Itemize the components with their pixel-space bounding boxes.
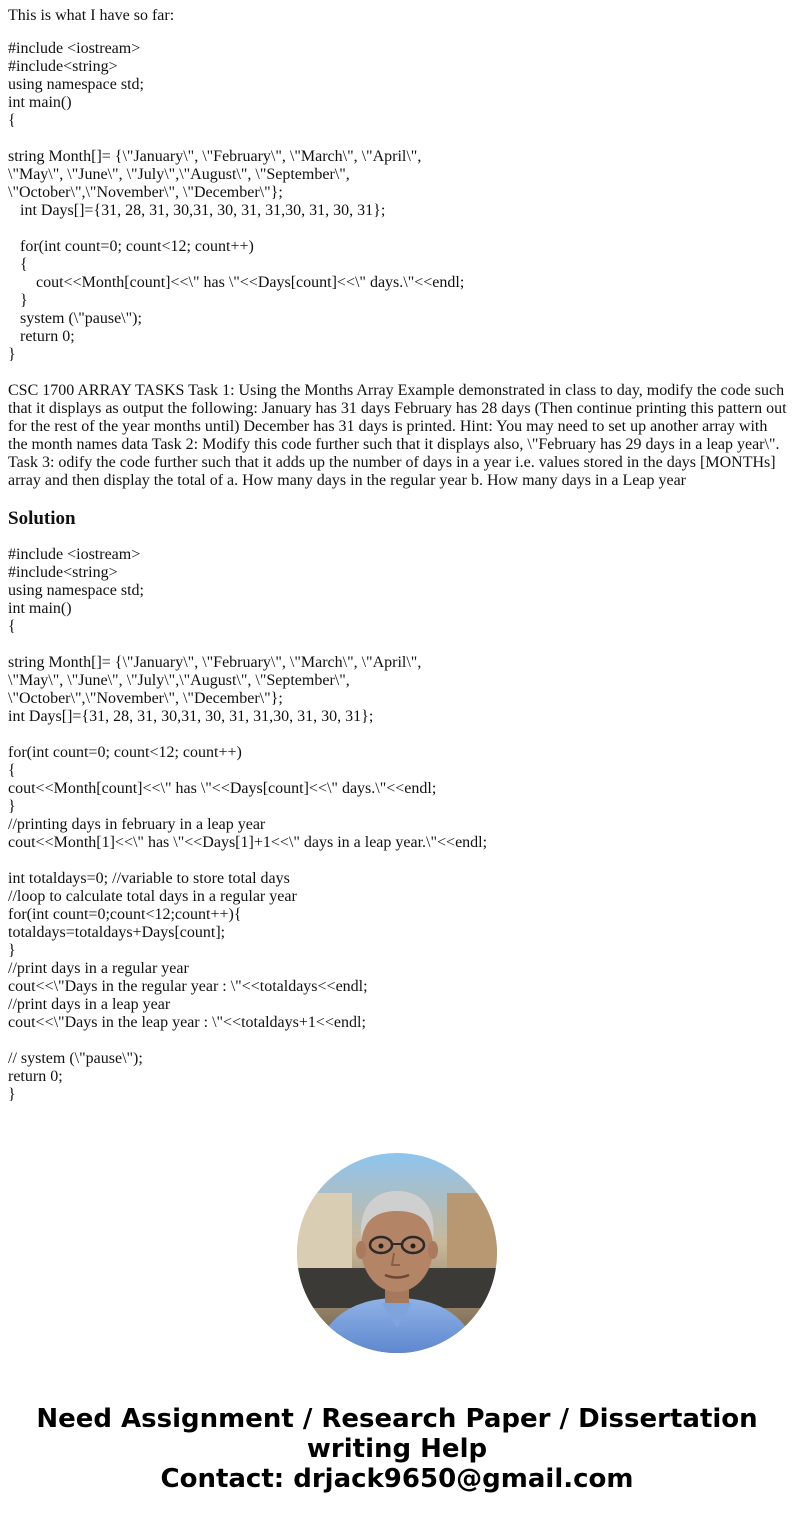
author-photo-illustration [297,1153,497,1353]
solution-heading: Solution [8,508,76,529]
author-avatar [297,1153,497,1353]
promo-banner [0,1404,794,1494]
document-body [8,0,788,1104]
question-code-block: #include <iostream> #include<string> using namespace std; int main() { string Month[]= {\"January\", \"February\", \"March\", \"April\", \"May\", \"June\", \"July\",\"August\", \"September\", \"October\",\"November\", \"December\"}; int Days[]={31, 28, 31, 30,31, 30, 31, 31,30, 31, 30, 31}; for(int count=0; count<12; count++) { cout<<Month[count]<<\" has \"<<Days[count]<<\" days.\"<<endl; } system (\"pause\"); return 0; } [8,40,465,363]
promo-line-2: writing Help [306,1434,488,1464]
task-description: CSC 1700 ARRAY TASKS Task 1: Using the Months Array Example demonstrated in class to day, modify the code such that it displays as output the following: January has 31 days February has 28 days (Then continue printing this pattern out for the rest of the year months until) December has 31 days is printed. Hint: You may need to set up another array with the month names data Task 2: Modify this code further such that it displays also, \"February has 29 days in a leap year\". Task 3: odify the code further such that it adds up the number of days in a year i.e. values stored in the days [MONTHs] array and then display the total of a. How many days in the regular year b. How many days in a Leap year [8,382,787,489]
promo-line-1: Need Assignment / Research Paper / Dissertation [36,1404,758,1434]
promo-contact: Contact: drjack9650@gmail.com [160,1464,634,1494]
solution-code-block: #include <iostream> #include<string> using namespace std; int main() { string Month[]= {\"January\", \"February\", \"March\", \"April\", \"May\", \"June\", \"July\",\"August\", \"September\", \"October\",\"November\", \"December\"}; int Days[]={31, 28, 31, 30,31, 30, 31, 31,30, 31, 30, 31}; for(int count=0; count<12; count++) { cout<<Month[count]<<\" has \"<<Days[count]<<\" days.\"<<endl; } //printing days in february in a leap year cout<<Month[1]<<\" has \"<<Days[1]+1<<\" days in a leap year.\"<<endl; int totaldays=0; //variable to store total days //loop to calculate total days in a regular year for(int count=0;count<12;count++){ totaldays=totaldays+Days[count]; } //print days in a regular year cout<<\"Days in the regular year : \"<<totaldays<<endl; //print days in a leap year cout<<\"Days in the leap year : \"<<totaldays+1<<endl; // system (\"pause\"); return 0; } [8,546,488,1103]
question-intro: This is what I have so far: [8,7,175,24]
